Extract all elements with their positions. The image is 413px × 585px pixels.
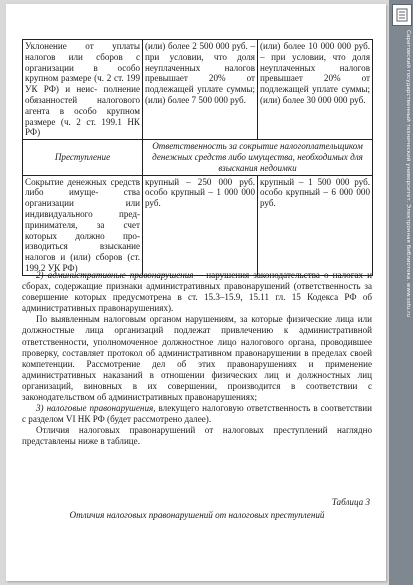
- table-cell: крупный – 1 500 000 руб. особо крупный – 6 000 000 руб.: [258, 175, 373, 275]
- table-cell: Сокрытие денежных средств либо имуще- ства организации или индивидуального пред- принимателя, за счет которых должно про- изводиться взыскание налогов и (или) сборов (ст. 199.2 УК РФ): [23, 175, 143, 275]
- table-number: Таблица 3: [331, 497, 370, 507]
- paragraph: [22, 403, 372, 425]
- table-header-row: [23, 140, 373, 175]
- table-cell: (или) более 10 000 000 руб. – при условии, что доля неуплаченных налогов превышает 20% от подлежащей уплате суммы; (или) более 30 000 000 руб.: [258, 40, 373, 140]
- table-cell: крупный – 250 000 руб. особо крупный – 1 000 000 руб.: [143, 175, 258, 275]
- paragraph: По выявленным налоговым органом нарушениям, за которые физические лица или должностные лица организаций подлежат привлечению к административной ответственности, уполномоченное должностное лицо налогового органа, проводившее проверку, составляет протокол об административном правонарушении в пределах своей компетенции. Рассмотрение дел об этих правонарушениях и применение административных наказаний в отношении физических лиц и должностных лиц организаций, виновных в их совершении, производится в соответствии с законодательством об административных правонарушениях;: [22, 314, 372, 403]
- paragraph: Отличия налоговых правонарушений от налоговых преступлений наглядно представлены ниже в таблице.: [22, 425, 372, 447]
- body-text: [22, 270, 372, 448]
- table-row: [23, 175, 373, 275]
- side-banner-text: Саратовский государственный технический университет. Электронная библиотека. www.sstu.ru: [405, 30, 411, 318]
- table-cell: (или) более 2 500 000 руб. – при условии, что доля неуплаченных налогов превышает 20% от подлежащей уплате суммы; (или) более 7 500 000 руб.: [143, 40, 258, 140]
- table-header-cell: Преступление: [23, 140, 143, 175]
- tax-crime-table: [22, 39, 373, 276]
- table-cell: Уклонение от уплаты налогов или сборов с организации в особо крупном размере (ч. 2 ст. 199 УК РФ) и неис- полнение обязанностей налогового агента в особо крупном размере (ч. 2 ст. 199.1 НК РФ): [23, 40, 143, 140]
- table-title: Отличия налоговых правонарушений от налоговых преступлений: [69, 510, 325, 520]
- table-header-cell: Ответственность за сокрытие налогоплательщиком денежных средств либо имущества, необходимых для взыскания недоимки: [143, 140, 373, 175]
- university-logo-icon: [392, 4, 412, 26]
- paragraph: [22, 270, 372, 314]
- paragraph-lead: 2) административные правонарушения: [36, 270, 194, 280]
- paragraph-text: – нарушения законодательства о налогах и сборах, содержащие признаки административных правонарушений (ответственность за совершение которых предусмотрена в ст. 15.3–15.9, 15.11 гл. 15 Кодекса РФ об административных правонарушениях).: [22, 270, 372, 314]
- paragraph-text: влекущего налоговую ответственность в соответствии с разделом VI НК РФ (будет рассмотрено далее).: [22, 403, 372, 425]
- paragraph-lead: 3) налоговые правонарушения,: [36, 403, 156, 414]
- table-row: [23, 40, 373, 140]
